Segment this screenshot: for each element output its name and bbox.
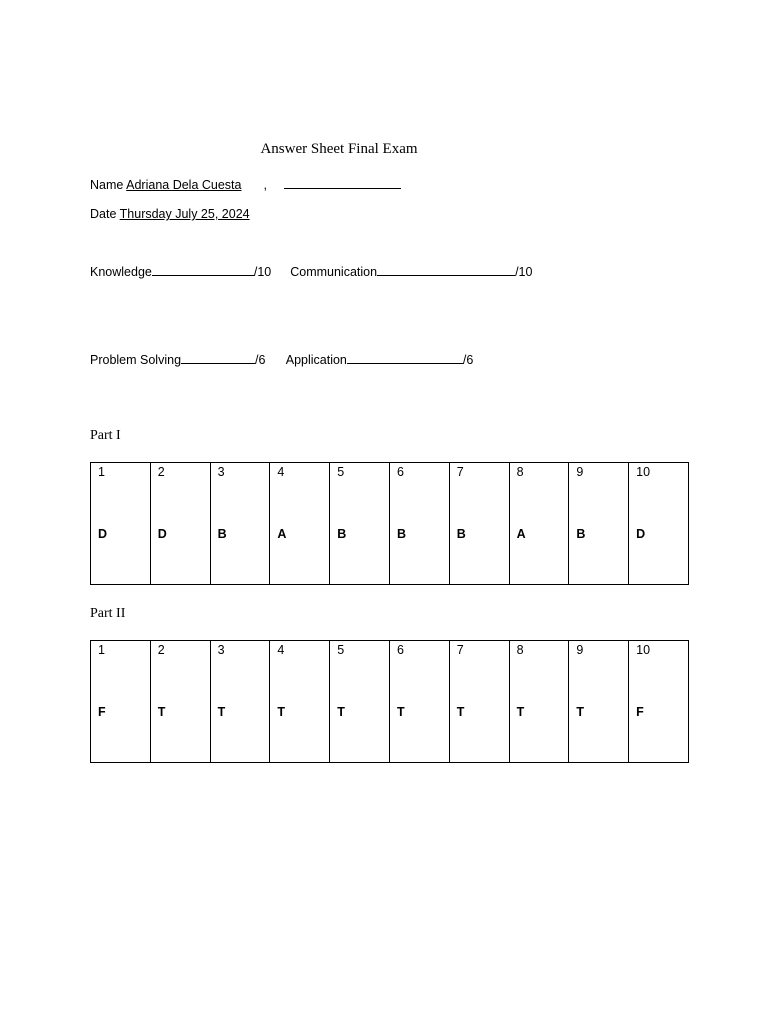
question-number: 6: [396, 465, 404, 479]
name-line: [90, 177, 401, 193]
answer: F: [98, 705, 106, 719]
answer: D: [636, 527, 646, 541]
question-number: 2: [157, 465, 165, 479]
answer: B: [217, 527, 227, 541]
part-1-cell-9: [569, 463, 629, 585]
part-2-cell-2: [150, 641, 210, 763]
part-1-cell-3: [210, 463, 270, 585]
part-1-row: [91, 463, 689, 585]
question-number: 9: [576, 465, 584, 479]
part-2-cell-8: [509, 641, 569, 763]
knowledge-out-of: /10: [253, 265, 272, 279]
answer: T: [217, 705, 226, 719]
answer: D: [157, 527, 167, 541]
answer: T: [576, 705, 585, 719]
answer: T: [516, 705, 525, 719]
communication-out-of: /10: [515, 265, 533, 279]
problem-solving-blank: [181, 352, 255, 364]
answer: T: [337, 705, 345, 719]
problem-solving-out-of: /6: [255, 353, 266, 367]
part-2-row: [91, 641, 689, 763]
answer: B: [456, 527, 466, 541]
date-line: [90, 206, 250, 222]
part-1-cell-7: [449, 463, 509, 585]
name-separator: ,: [263, 178, 267, 192]
part-2-cell-10: [629, 641, 689, 763]
name-blank-line: [284, 177, 401, 189]
question-number: 1: [98, 465, 105, 479]
question-number: 5: [337, 465, 345, 479]
communication-label: Communication: [290, 265, 378, 279]
student-name: Adriana Dela Cuesta: [126, 178, 242, 192]
part-1-cell-8: [509, 463, 569, 585]
part-1-cell-1: [91, 463, 151, 585]
answer: T: [277, 705, 286, 719]
part-1-title: Part I: [90, 428, 121, 443]
answer: B: [337, 527, 347, 541]
question-number: 8: [516, 465, 524, 479]
answer: F: [636, 705, 644, 719]
part-2-cell-7: [449, 641, 509, 763]
question-number: 8: [516, 643, 524, 657]
part-2-cell-4: [270, 641, 330, 763]
communication-blank: [377, 264, 515, 276]
knowledge-blank: [152, 264, 254, 276]
score-line-2: [90, 352, 473, 368]
question-number: 6: [396, 643, 404, 657]
score-line-1: [90, 264, 532, 280]
question-number: 3: [217, 643, 225, 657]
answer: B: [396, 527, 407, 541]
part-2-answer-table: [90, 640, 689, 763]
part-2-cell-6: [389, 641, 449, 763]
date-label: Date: [90, 207, 117, 221]
part-1-cell-10: [629, 463, 689, 585]
question-number: 7: [456, 465, 464, 479]
application-label: Application: [285, 353, 347, 367]
knowledge-label: Knowledge: [90, 265, 152, 279]
part-2-title: Part II: [90, 606, 126, 621]
question-number: 4: [277, 465, 285, 479]
answer: T: [157, 705, 166, 719]
part-1-answer-table: [90, 462, 689, 585]
question-number: 9: [576, 643, 584, 657]
name-label: Name: [90, 178, 124, 192]
question-number: 5: [337, 643, 345, 657]
question-number: 3: [217, 465, 225, 479]
part-2-cell-5: [330, 641, 390, 763]
question-number: 10: [636, 643, 651, 657]
part-1-cell-6: [389, 463, 449, 585]
part-1-cell-4: [270, 463, 330, 585]
part-2-cell-9: [569, 641, 629, 763]
document-title: Answer Sheet Final Exam: [260, 141, 418, 157]
question-number: 10: [636, 465, 651, 479]
answer: T: [456, 705, 465, 719]
answer: A: [277, 527, 287, 541]
exam-date: Thursday July 25, 2024: [119, 207, 250, 221]
part-1-cell-2: [150, 463, 210, 585]
question-number: 1: [98, 643, 105, 657]
answer: D: [98, 527, 108, 541]
problem-solving-label: Problem Solving: [90, 353, 182, 367]
answer: B: [576, 527, 586, 541]
part-2-cell-1: [91, 641, 151, 763]
application-out-of: /6: [462, 353, 474, 367]
answer: A: [516, 527, 526, 541]
application-blank: [347, 352, 463, 364]
part-2-cell-3: [210, 641, 270, 763]
answer: T: [396, 705, 405, 719]
part-1-cell-5: [330, 463, 390, 585]
question-number: 4: [277, 643, 285, 657]
question-number: 7: [456, 643, 464, 657]
question-number: 2: [157, 643, 165, 657]
